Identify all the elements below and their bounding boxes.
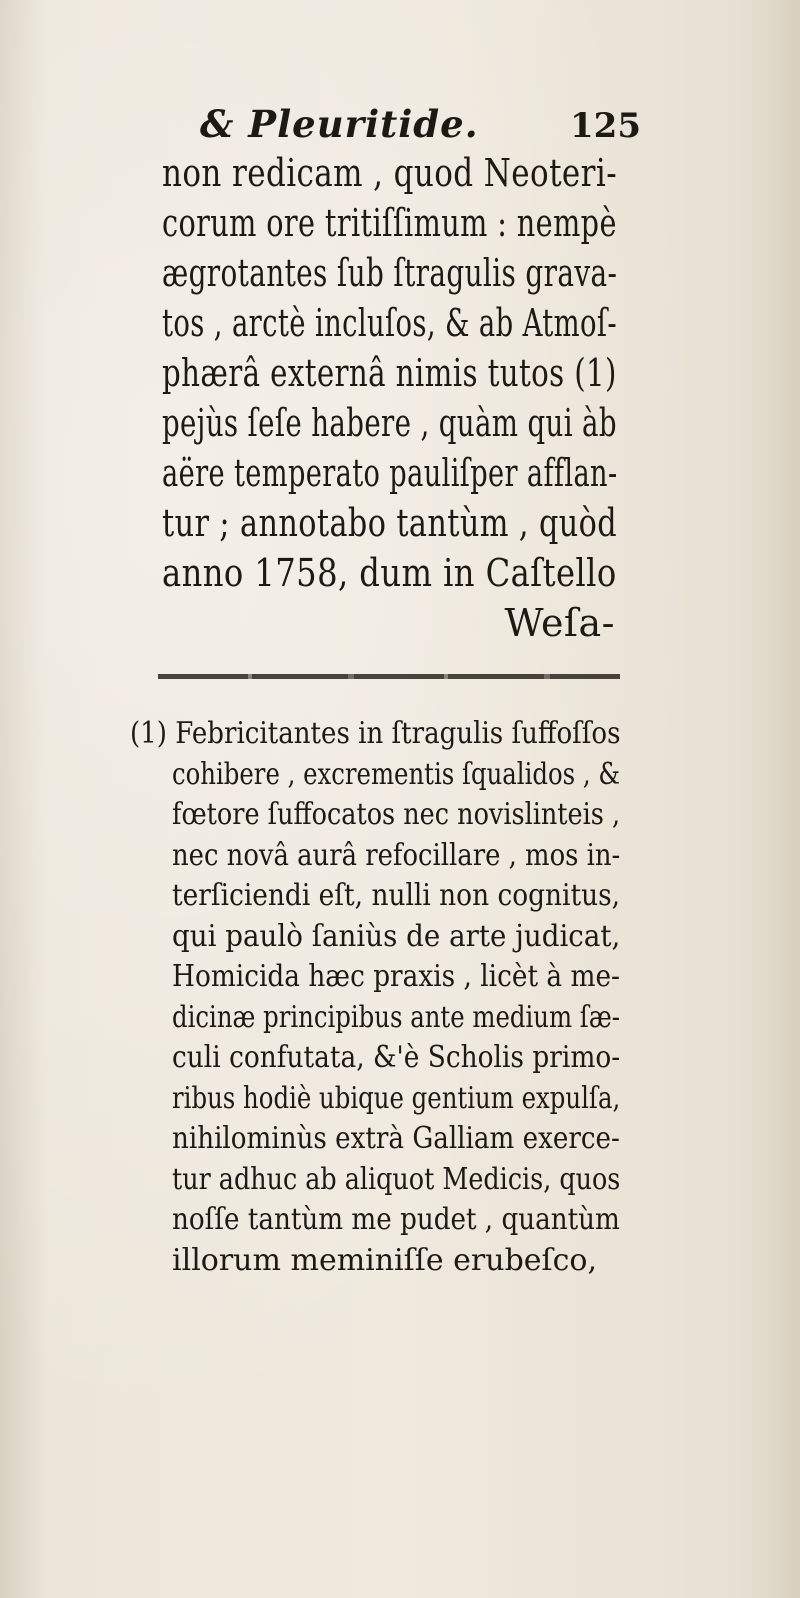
footnote-line: noſſe tantùm me pudet , quantùm	[172, 1202, 620, 1237]
footnote-line: dicinæ principibus ante medium ſæ-	[172, 999, 620, 1035]
text-line: phærâ externâ nimis tutos (1)	[162, 351, 617, 395]
page-header	[200, 102, 641, 146]
footnote-line: (1) Febricitantes in ſtragulis ſuffoſſos	[130, 716, 621, 751]
footnote-line: terſiciendi eſt, nulli non cognitus,	[172, 878, 621, 913]
text-line: tos , arctè incluſos, & ab Atmoſ-	[162, 301, 618, 345]
main-text	[162, 148, 617, 648]
footnote-line: nihilominùs extrà Galliam exerce-	[172, 1121, 620, 1156]
catchword: Weſa-	[504, 601, 615, 645]
text-line: non redicam , quod Neoteri-	[162, 151, 618, 195]
footnote	[130, 714, 620, 1281]
footnote-line: culi confutata, &'è Scholis primo-	[172, 1040, 621, 1075]
text-line: ægrotantes ſub ſtragulis grava-	[162, 251, 618, 295]
running-title: & Pleuritide.	[200, 102, 479, 146]
text-line: tur ; annotabo tantùm , quòd	[162, 501, 618, 545]
footnote-separator-rule	[158, 674, 620, 679]
footnote-line: Homicida hæc praxis , licèt à me-	[172, 959, 620, 994]
footnote-line: ribus hodiè ubique gentium expulſa,	[172, 1080, 621, 1116]
footnote-line: cohibere , excrementis ſqualidos , &	[172, 756, 621, 792]
text-line: anno 1758, dum in Caſtello	[162, 551, 617, 595]
footnote-line: fœtore ſuffocatos nec novislinteis ,	[172, 797, 621, 832]
text-line: pejùs ſeſe habere , quàm qui àb	[162, 401, 617, 445]
footnote-line: nec novâ aurâ refocillare , mos in-	[172, 837, 621, 873]
text-line: corum ore tritiſſimum : nempè	[162, 201, 617, 245]
footnote-line: illorum meminiſſe erubeſco,	[172, 1242, 598, 1278]
page-number: 125	[570, 106, 641, 146]
footnote-line: qui paulò ſaniùs de arte judicat,	[172, 918, 621, 954]
footnote-line: tur adhuc ab aliquot Medicis, quos	[172, 1161, 621, 1197]
text-line: aëre temperato pauliſper afflan-	[162, 451, 618, 495]
